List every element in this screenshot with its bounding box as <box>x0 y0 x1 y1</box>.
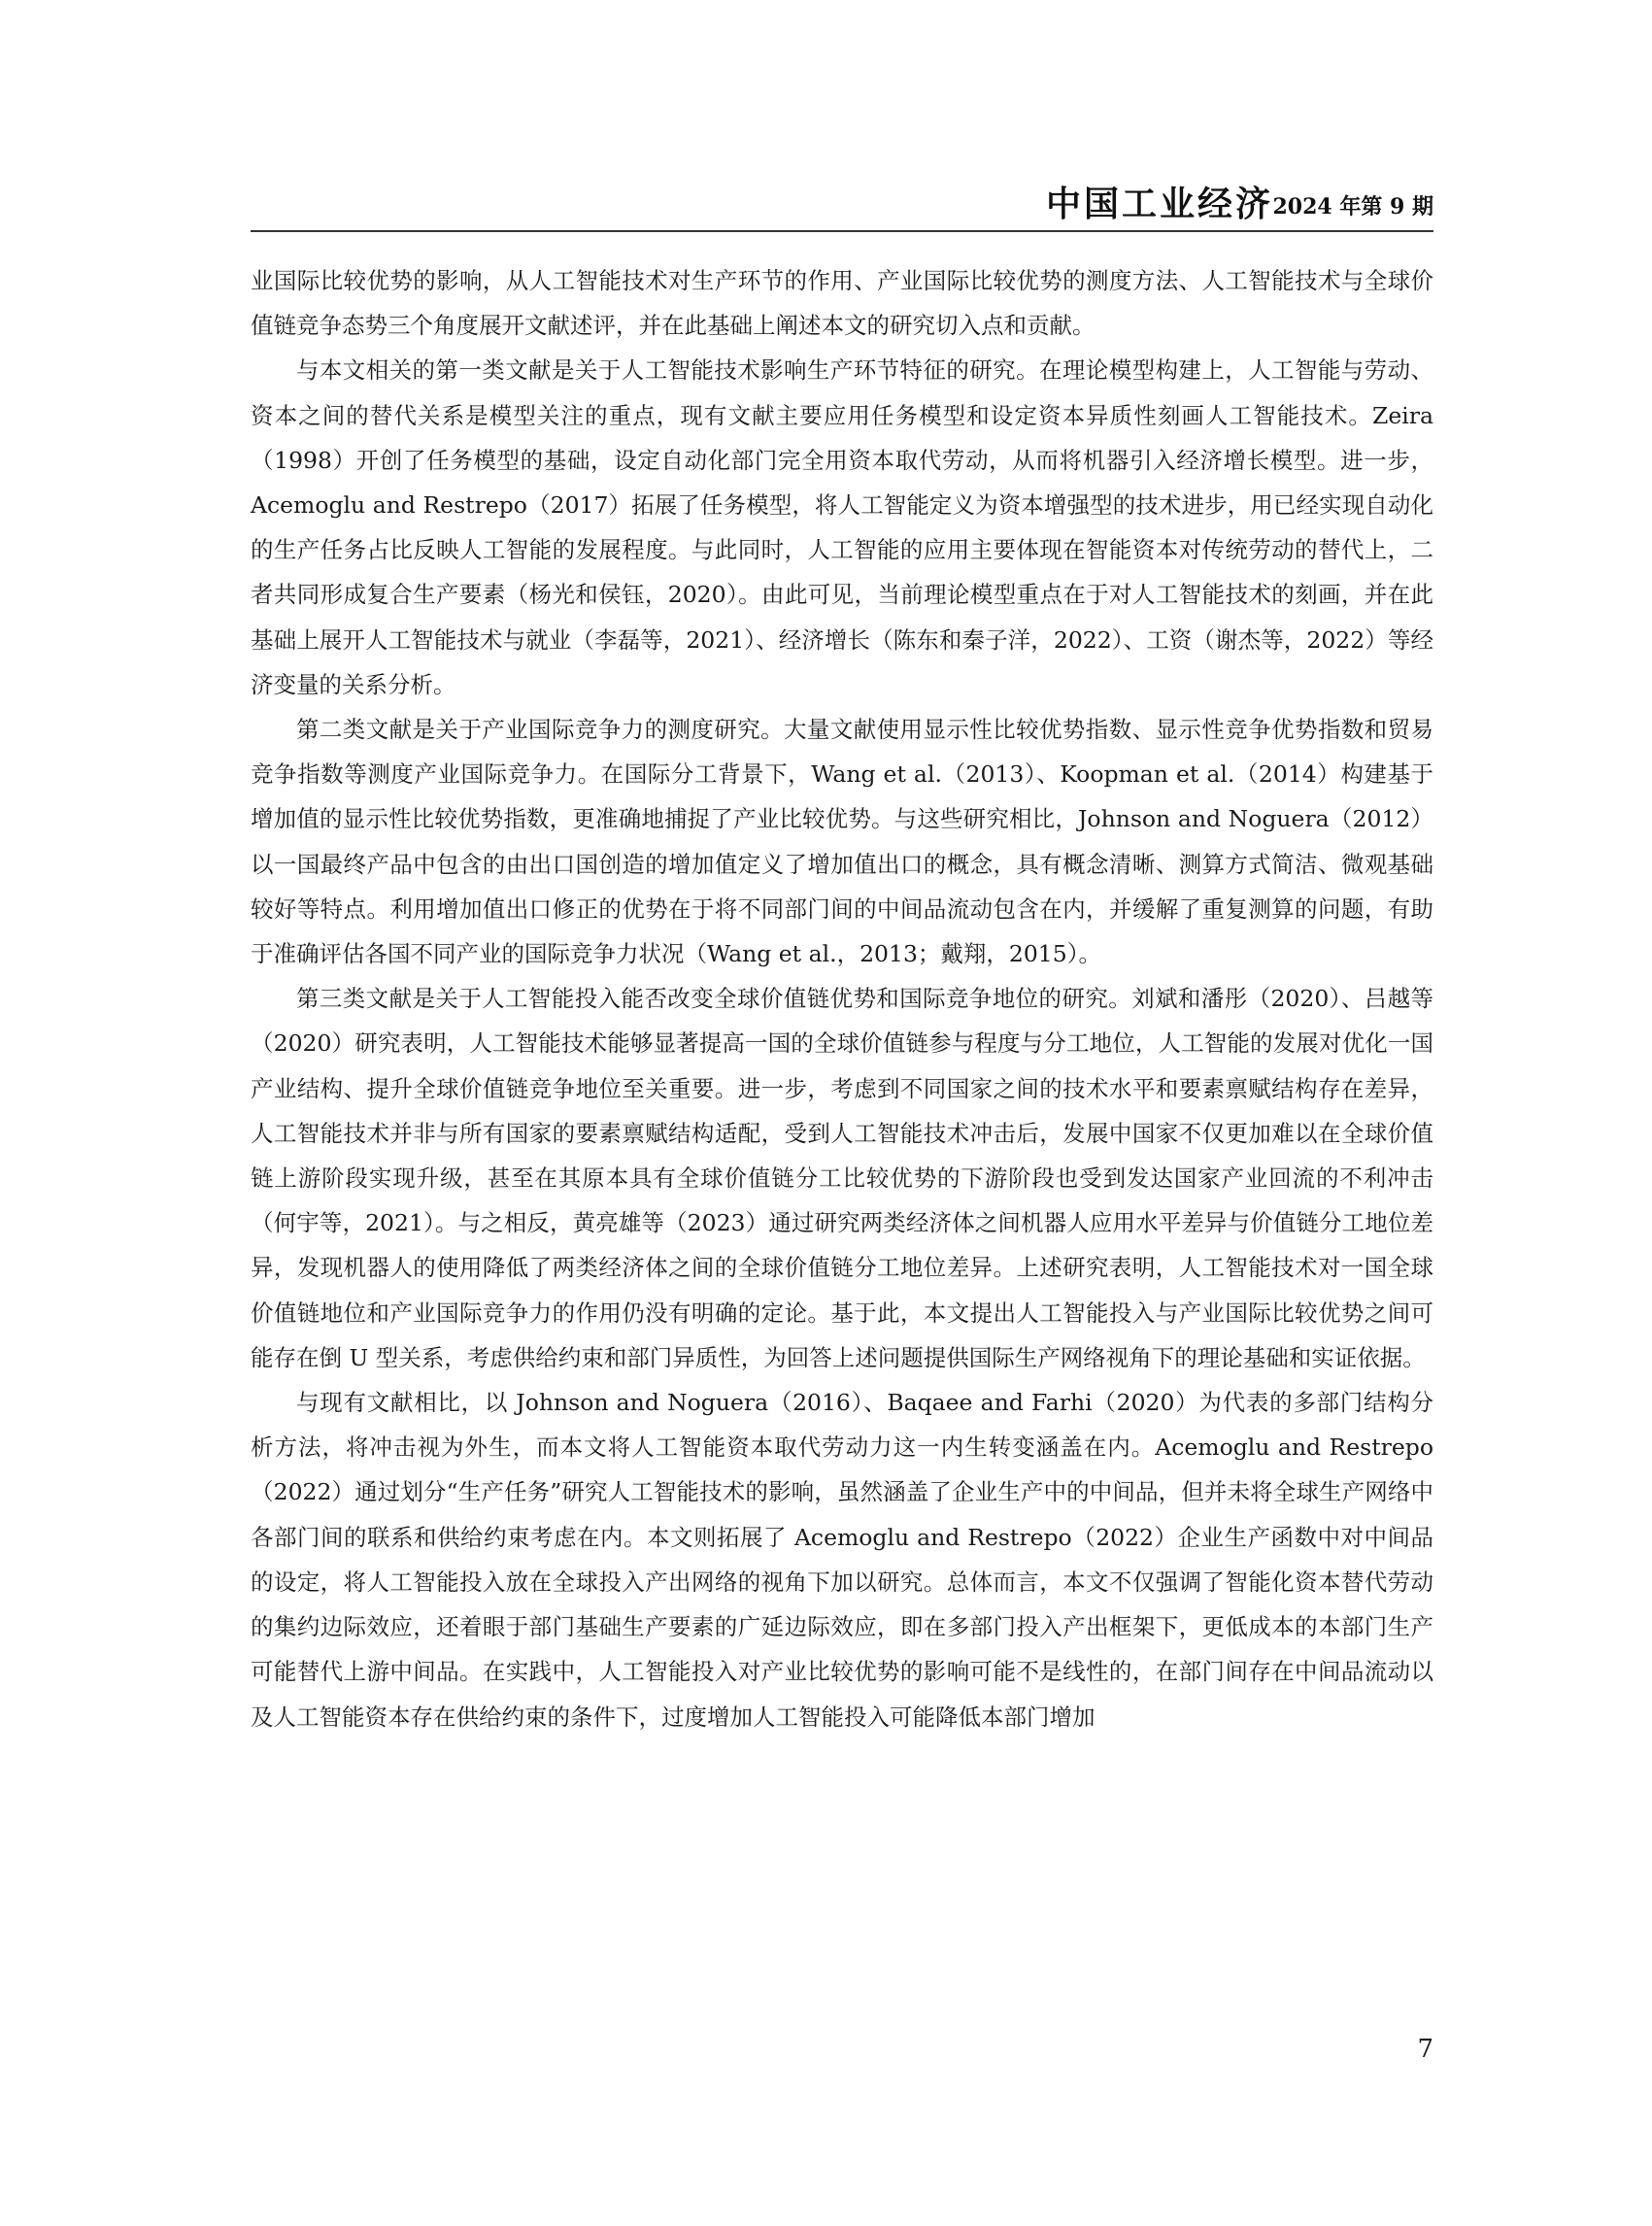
header-divider <box>251 230 1433 232</box>
paragraph-continuation: 业国际比较优势的影响，从人工智能技术对生产环节的作用、产业国际比较优势的测度方法、人工智能技术与全球价值链竞争态势三个角度展开文献述评，并在此基础上阐述本文的研究切入点和贡献。 <box>251 267 1433 340</box>
running-header <box>251 183 1433 231</box>
paragraph-third-literature: 第三类文献是关于人工智能投入能否改变全球价值链优势和国际竞争地位的研究。刘斌和潘彤（2020）、吕越等（2020）研究表明，人工智能技术能够显著提高一国的全球价值链参与程度与分工地位，人工智能的发展对优化一国产业结构、提升全球价值链竞争地位至关重要。进一步，考虑到不同国家之间的技术水平和要素禀赋结构存在差异，人工智能技术并非与所有国家的要素禀赋结构适配，受到人工智能技术冲击后，发展中国家不仅更加难以在全球价值链上游阶段实现升级，甚至在其原本具有全球价值链分工比较优势的下游阶段也受到发达国家产业回流的不利冲击（何宇等，2021）。与之相反，黄亮雄等（2023）通过研究两类经济体之间机器人应用水平差异与价值链分工地位差异，发现机器人的使用降低了两类经济体之间的全球价值链分工地位差异。上述研究表明，人工智能技术对一国全球价值链地位和产业国际竞争力的作用仍没有明确的定论。基于此，本文提出人工智能投入与产业国际比较优势之间可能存在倒 U 型关系，考虑供给约束和部门异质性，为回答上述问题提供国际生产网络视角下的理论基础和实证依据。 <box>251 985 1433 1371</box>
page-number: 7 <box>1417 2035 1433 2064</box>
article-body <box>251 258 1433 1739</box>
issue-label: 2024 年第 9 期 <box>1272 194 1433 219</box>
paragraph-first-literature: 与本文相关的第一类文献是关于人工智能技术影响生产环节特征的研究。在理论模型构建上，人工智能与劳动、资本之间的替代关系是模型关注的重点，现有文献主要应用任务模型和设定资本异质性刻画人工智能技术。Zeira（1998）开创了任务模型的基础，设定自动化部门完全用资本取代劳动，从而将机器引入经济增长模型。进一步，Acemoglu and Restrepo（2017）拓展了任务模型，将人工智能定义为资本增强型的技术进步，用已经实现自动化的生产任务占比反映人工智能的发展程度。与此同时，人工智能的应用主要体现在智能资本对传统劳动的替代上，二者共同形成复合生产要素（杨光和侯钰，2020）。由此可见，当前理论模型重点在于对人工智能技术的刻画，并在此基础上展开人工智能技术与就业（李磊等，2021）、经济增长（陈东和秦子洋，2022）、工资（谢杰等，2022）等经济变量的关系分析。 <box>251 356 1433 698</box>
journal-logo: 中国工业经济 <box>1045 184 1273 224</box>
paragraph-contribution: 与现有文献相比，以 Johnson and Noguera（2016）、Baqaee and Farhi（2020）为代表的多部门结构分析方法，将冲击视为外生，而本文将人工智能资本取代劳动力这一内生转变涵盖在内。Acemoglu and Restrepo（2022）通过划分“生产任务”研究人工智能技术的影响，虽然涵盖了企业生产中的中间品，但并未将全球生产网络中各部门间的联系和供给约束考虑在内。本文则拓展了 Acemoglu and Restrepo（2022）企业生产函数中对中间品的设定，将人工智能投入放在全球投入产出网络的视角下加以研究。总体而言，本文不仅强调了智能化资本替代劳动的集约边际效应，还着眼于部门基础生产要素的广延边际效应，即在多部门投入产出框架下，更低成本的本部门生产可能替代上游中间品。在实践中，人工智能投入对产业比较优势的影响可能不是线性的，在部门间存在中间品流动以及人工智能资本存在供给约束的条件下，过度增加人工智能投入可能降低本部门增加 <box>251 1389 1433 1731</box>
paragraph-second-literature: 第二类文献是关于产业国际竞争力的测度研究。大量文献使用显示性比较优势指数、显示性竞争优势指数和贸易竞争指数等测度产业国际竞争力。在国际分工背景下，Wang et al.（2013）、Koopman et al.（2014）构建基于增加值的显示性比较优势指数，更准确地捕捉了产业比较优势。与这些研究相比，Johnson and Noguera（2012）以一国最终产品中包含的由出口国创造的增加值定义了增加值出口的概念，具有概念清晰、测算方式简洁、微观基础较好等特点。利用增加值出口修正的优势在于将不同部门间的中间品流动包含在内，并缓解了重复测算的问题，有助于准确评估各国不同产业的国际竞争力状况（Wang et al.，2013；戴翔，2015）。 <box>251 716 1433 968</box>
